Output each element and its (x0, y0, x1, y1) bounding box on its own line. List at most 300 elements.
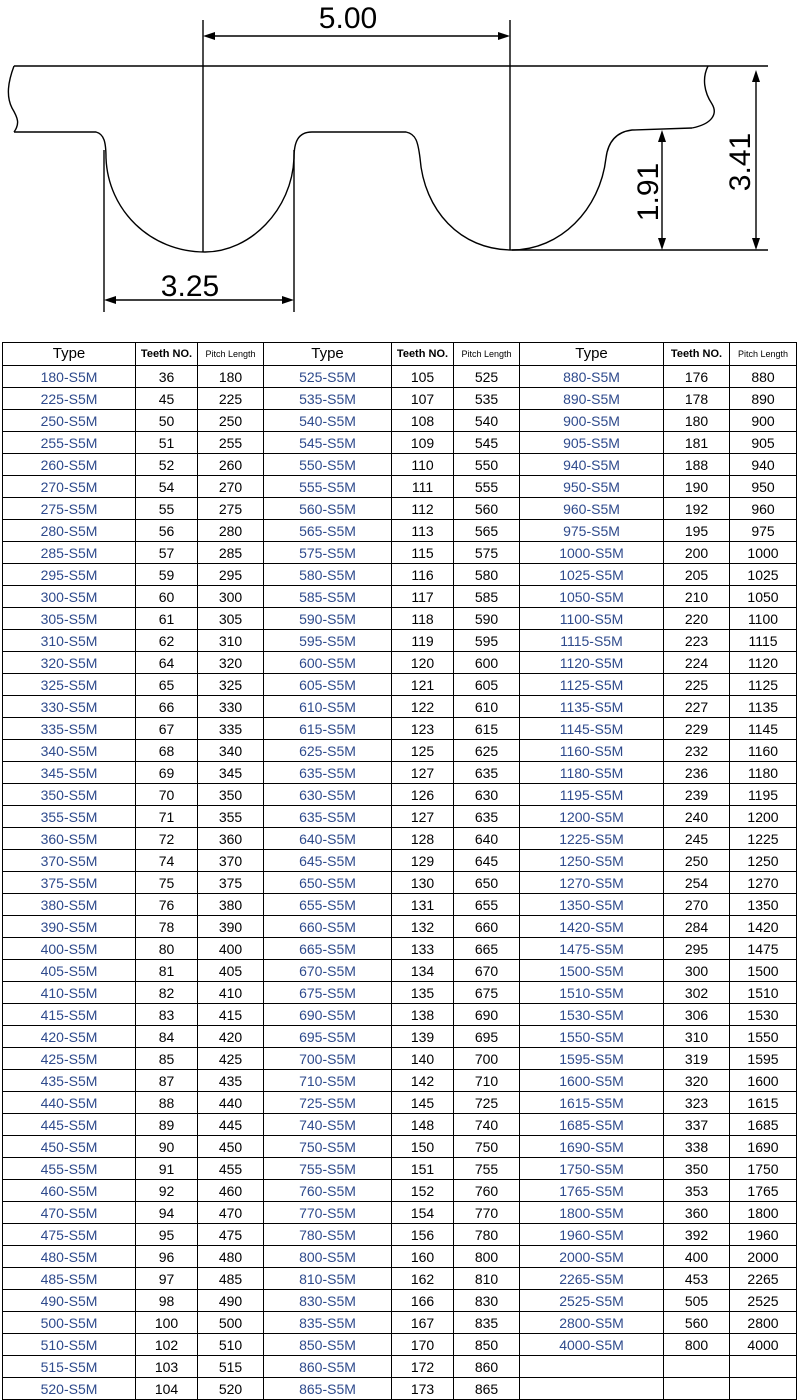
type-cell: 630-S5M (264, 784, 392, 806)
type-cell: 180-S5M (3, 366, 136, 388)
type-cell: 1160-S5M (520, 740, 664, 762)
pitch-length-cell: 690 (454, 1004, 520, 1026)
teeth-cell: 119 (392, 630, 454, 652)
type-cell: 350-S5M (3, 784, 136, 806)
pitch-length-cell: 400 (198, 938, 264, 960)
teeth-cell: 205 (664, 564, 730, 586)
pitch-length-cell: 540 (454, 410, 520, 432)
type-cell: 485-S5M (3, 1268, 136, 1290)
table-row (3, 1334, 797, 1356)
type-cell: 700-S5M (264, 1048, 392, 1070)
pitch-length-cell (730, 1378, 797, 1400)
pitch-length-cell: 405 (198, 960, 264, 982)
teeth-cell: 200 (664, 542, 730, 564)
type-cell: 330-S5M (3, 696, 136, 718)
type-cell: 1120-S5M (520, 652, 664, 674)
teeth-cell: 76 (136, 894, 198, 916)
table-row (3, 938, 797, 960)
pitch-length-cell: 650 (454, 872, 520, 894)
pitch-length-cell: 1530 (730, 1004, 797, 1026)
type-cell: 490-S5M (3, 1290, 136, 1312)
table-row (3, 960, 797, 982)
type-cell: 415-S5M (3, 1004, 136, 1026)
pitch-length-cell: 1250 (730, 850, 797, 872)
teeth-cell: 151 (392, 1158, 454, 1180)
teeth-cell: 150 (392, 1136, 454, 1158)
pitch-length-cell: 975 (730, 520, 797, 542)
teeth-cell: 142 (392, 1070, 454, 1092)
pitch-length-cell: 2000 (730, 1246, 797, 1268)
teeth-cell: 96 (136, 1246, 198, 1268)
type-cell: 280-S5M (3, 520, 136, 542)
pitch-length-cell: 415 (198, 1004, 264, 1026)
table-row (3, 1158, 797, 1180)
type-cell: 670-S5M (264, 960, 392, 982)
pitch-length-cell: 500 (198, 1312, 264, 1334)
type-cell: 525-S5M (264, 366, 392, 388)
pitch-length-cell: 725 (454, 1092, 520, 1114)
type-cell: 625-S5M (264, 740, 392, 762)
belt-profile-diagram (0, 0, 800, 330)
teeth-cell: 102 (136, 1334, 198, 1356)
teeth-cell: 60 (136, 586, 198, 608)
table-row (3, 894, 797, 916)
type-cell: 500-S5M (3, 1312, 136, 1334)
type-cell: 750-S5M (264, 1136, 392, 1158)
teeth-cell: 323 (664, 1092, 730, 1114)
type-cell: 1420-S5M (520, 916, 664, 938)
arrow-5-00-left (203, 32, 215, 40)
type-cell: 1125-S5M (520, 674, 664, 696)
teeth-cell: 121 (392, 674, 454, 696)
type-cell: 650-S5M (264, 872, 392, 894)
type-cell: 470-S5M (3, 1202, 136, 1224)
pitch-length-cell: 940 (730, 454, 797, 476)
type-cell: 425-S5M (3, 1048, 136, 1070)
teeth-cell: 133 (392, 938, 454, 960)
pitch-length-cell: 250 (198, 410, 264, 432)
teeth-cell: 138 (392, 1004, 454, 1026)
table-row (3, 872, 797, 894)
pitch-length-cell: 1200 (730, 806, 797, 828)
type-cell: 590-S5M (264, 608, 392, 630)
table-row (3, 1356, 797, 1378)
type-cell: 2525-S5M (520, 1290, 664, 1312)
teeth-cell: 132 (392, 916, 454, 938)
type-cell: 1350-S5M (520, 894, 664, 916)
pitch-length-cell: 625 (454, 740, 520, 762)
type-cell: 1135-S5M (520, 696, 664, 718)
pitch-length-cell: 295 (198, 564, 264, 586)
table-row (3, 1026, 797, 1048)
type-cell: 450-S5M (3, 1136, 136, 1158)
type-cell: 340-S5M (3, 740, 136, 762)
table-row (3, 982, 797, 1004)
table-row (3, 806, 797, 828)
table-row (3, 916, 797, 938)
table-row (3, 652, 797, 674)
teeth-cell: 89 (136, 1114, 198, 1136)
type-cell: 375-S5M (3, 872, 136, 894)
teeth-cell: 64 (136, 652, 198, 674)
teeth-cell: 71 (136, 806, 198, 828)
pitch-length-cell: 460 (198, 1180, 264, 1202)
pitch-length-cell: 440 (198, 1092, 264, 1114)
type-cell: 655-S5M (264, 894, 392, 916)
type-cell: 800-S5M (264, 1246, 392, 1268)
type-cell: 300-S5M (3, 586, 136, 608)
pitch-length-cell: 410 (198, 982, 264, 1004)
pitch-length-cell: 375 (198, 872, 264, 894)
teeth-cell: 229 (664, 718, 730, 740)
teeth-cell: 350 (664, 1158, 730, 1180)
pitch-length-cell: 1350 (730, 894, 797, 916)
header-type: Type (3, 343, 136, 366)
table-row (3, 1048, 797, 1070)
pitch-length-cell: 345 (198, 762, 264, 784)
type-cell: 270-S5M (3, 476, 136, 498)
teeth-cell: 295 (664, 938, 730, 960)
type-cell: 770-S5M (264, 1202, 392, 1224)
teeth-cell: 306 (664, 1004, 730, 1026)
header-pitch-length: Pitch Length (454, 343, 520, 366)
pitch-length-cell: 370 (198, 850, 264, 872)
pitch-length-cell: 310 (198, 630, 264, 652)
type-cell: 390-S5M (3, 916, 136, 938)
teeth-cell: 140 (392, 1048, 454, 1070)
pitch-length-cell: 1960 (730, 1224, 797, 1246)
type-cell: 635-S5M (264, 806, 392, 828)
header-teeth-no: Teeth NO. (392, 343, 454, 366)
teeth-cell: 51 (136, 432, 198, 454)
pitch-length-cell: 525 (454, 366, 520, 388)
belt-profile-svg (0, 0, 800, 330)
pitch-length-cell: 320 (198, 652, 264, 674)
type-cell: 410-S5M (3, 982, 136, 1004)
type-cell: 1115-S5M (520, 630, 664, 652)
teeth-cell: 160 (392, 1246, 454, 1268)
teeth-cell: 195 (664, 520, 730, 542)
teeth-cell: 100 (136, 1312, 198, 1334)
pitch-length-cell: 865 (454, 1378, 520, 1400)
table-row (3, 1180, 797, 1202)
table-row (3, 1004, 797, 1026)
pitch-length-cell: 325 (198, 674, 264, 696)
table-row (3, 1378, 797, 1400)
pitch-length-cell: 1135 (730, 696, 797, 718)
type-cell: 605-S5M (264, 674, 392, 696)
type-cell: 445-S5M (3, 1114, 136, 1136)
table-row (3, 608, 797, 630)
pitch-length-cell: 760 (454, 1180, 520, 1202)
pitch-length-cell: 615 (454, 718, 520, 740)
teeth-cell: 166 (392, 1290, 454, 1312)
type-cell: 4000-S5M (520, 1334, 664, 1356)
pitch-length-cell: 225 (198, 388, 264, 410)
belt-teeth-profile (14, 128, 692, 252)
teeth-cell: 232 (664, 740, 730, 762)
pitch-length-cell: 640 (454, 828, 520, 850)
teeth-cell: 66 (136, 696, 198, 718)
type-cell: 695-S5M (264, 1026, 392, 1048)
teeth-cell: 220 (664, 608, 730, 630)
type-cell: 940-S5M (520, 454, 664, 476)
teeth-cell: 173 (392, 1378, 454, 1400)
type-cell: 1270-S5M (520, 872, 664, 894)
teeth-cell: 400 (664, 1246, 730, 1268)
type-cell (520, 1378, 664, 1400)
pitch-length-cell: 1160 (730, 740, 797, 762)
pitch-length-cell: 710 (454, 1070, 520, 1092)
teeth-cell: 176 (664, 366, 730, 388)
pitch-length-cell: 470 (198, 1202, 264, 1224)
type-cell: 755-S5M (264, 1158, 392, 1180)
pitch-length-cell: 545 (454, 432, 520, 454)
type-cell: 355-S5M (3, 806, 136, 828)
type-cell: 510-S5M (3, 1334, 136, 1356)
type-cell: 440-S5M (3, 1092, 136, 1114)
pitch-length-cell: 630 (454, 784, 520, 806)
teeth-cell: 90 (136, 1136, 198, 1158)
pitch-length-cell: 810 (454, 1268, 520, 1290)
belt-left-break (8, 66, 17, 132)
type-cell: 325-S5M (3, 674, 136, 696)
teeth-cell: 310 (664, 1026, 730, 1048)
teeth-cell: 107 (392, 388, 454, 410)
table-row (3, 498, 797, 520)
type-cell: 960-S5M (520, 498, 664, 520)
teeth-cell: 162 (392, 1268, 454, 1290)
type-cell: 975-S5M (520, 520, 664, 542)
type-cell: 900-S5M (520, 410, 664, 432)
table-row (3, 1114, 797, 1136)
pitch-length-cell: 485 (198, 1268, 264, 1290)
pitch-length-cell: 285 (198, 542, 264, 564)
table-row (3, 520, 797, 542)
pitch-length-cell: 340 (198, 740, 264, 762)
teeth-cell: 127 (392, 806, 454, 828)
table-row (3, 696, 797, 718)
pitch-length-cell: 1765 (730, 1180, 797, 1202)
type-cell: 310-S5M (3, 630, 136, 652)
type-cell: 1600-S5M (520, 1070, 664, 1092)
pitch-length-cell: 665 (454, 938, 520, 960)
table-row (3, 410, 797, 432)
pitch-length-cell: 675 (454, 982, 520, 1004)
teeth-cell: 87 (136, 1070, 198, 1092)
teeth-cell: 178 (664, 388, 730, 410)
pitch-length-cell: 555 (454, 476, 520, 498)
table-row (3, 828, 797, 850)
pitch-length-cell: 960 (730, 498, 797, 520)
type-cell: 835-S5M (264, 1312, 392, 1334)
pitch-length-cell: 1750 (730, 1158, 797, 1180)
type-cell: 660-S5M (264, 916, 392, 938)
type-cell: 285-S5M (3, 542, 136, 564)
arrow-1-91-top (658, 130, 666, 142)
teeth-cell: 210 (664, 586, 730, 608)
teeth-cell: 245 (664, 828, 730, 850)
teeth-cell: 320 (664, 1070, 730, 1092)
teeth-cell: 130 (392, 872, 454, 894)
teeth-cell: 57 (136, 542, 198, 564)
type-cell: 515-S5M (3, 1356, 136, 1378)
pitch-length-cell: 420 (198, 1026, 264, 1048)
pitch-length-cell: 275 (198, 498, 264, 520)
teeth-cell: 74 (136, 850, 198, 872)
teeth-cell: 800 (664, 1334, 730, 1356)
pitch-length-cell: 435 (198, 1070, 264, 1092)
teeth-cell: 67 (136, 718, 198, 740)
table-row (3, 1246, 797, 1268)
teeth-cell: 135 (392, 982, 454, 1004)
teeth-cell: 250 (664, 850, 730, 872)
teeth-cell: 338 (664, 1136, 730, 1158)
type-cell: 1025-S5M (520, 564, 664, 586)
pitch-length-cell: 605 (454, 674, 520, 696)
teeth-cell: 81 (136, 960, 198, 982)
pitch-length-cell: 1595 (730, 1048, 797, 1070)
pitch-length-cell: 455 (198, 1158, 264, 1180)
table-row (3, 630, 797, 652)
type-cell: 455-S5M (3, 1158, 136, 1180)
table-row (3, 564, 797, 586)
pitch-length-cell: 350 (198, 784, 264, 806)
pitch-length-cell: 635 (454, 806, 520, 828)
pitch-length-cell: 475 (198, 1224, 264, 1246)
pitch-length-cell: 305 (198, 608, 264, 630)
teeth-cell: 98 (136, 1290, 198, 1312)
teeth-cell: 68 (136, 740, 198, 762)
teeth-cell: 69 (136, 762, 198, 784)
type-cell: 950-S5M (520, 476, 664, 498)
pitch-length-cell: 1685 (730, 1114, 797, 1136)
teeth-cell: 120 (392, 652, 454, 674)
teeth-cell: 188 (664, 454, 730, 476)
table-row (3, 1136, 797, 1158)
type-cell: 1765-S5M (520, 1180, 664, 1202)
type-cell: 635-S5M (264, 762, 392, 784)
type-cell: 675-S5M (264, 982, 392, 1004)
teeth-cell: 453 (664, 1268, 730, 1290)
table-row (3, 674, 797, 696)
arrow-3-25-right (282, 296, 294, 304)
dim-label-tooth-height: 1.91 (632, 162, 665, 222)
table-row (3, 784, 797, 806)
pitch-length-cell: 335 (198, 718, 264, 740)
pitch-length-cell: 1510 (730, 982, 797, 1004)
type-cell: 1685-S5M (520, 1114, 664, 1136)
type-cell: 585-S5M (264, 586, 392, 608)
teeth-cell: 284 (664, 916, 730, 938)
teeth-cell: 103 (136, 1356, 198, 1378)
table-row (3, 542, 797, 564)
arrow-3-25-left (104, 296, 116, 304)
teeth-cell: 126 (392, 784, 454, 806)
table-row (3, 388, 797, 410)
pitch-length-cell: 1125 (730, 674, 797, 696)
pitch-length-cell: 425 (198, 1048, 264, 1070)
teeth-cell: 172 (392, 1356, 454, 1378)
pitch-length-cell: 585 (454, 586, 520, 608)
teeth-cell: 170 (392, 1334, 454, 1356)
teeth-cell: 180 (664, 410, 730, 432)
pitch-length-cell: 880 (730, 366, 797, 388)
pitch-length-cell: 860 (454, 1356, 520, 1378)
teeth-cell: 125 (392, 740, 454, 762)
pitch-length-cell: 635 (454, 762, 520, 784)
teeth-cell: 154 (392, 1202, 454, 1224)
pitch-length-cell: 1420 (730, 916, 797, 938)
type-cell: 345-S5M (3, 762, 136, 784)
table-body (3, 366, 797, 1400)
pitch-length-cell: 770 (454, 1202, 520, 1224)
pitch-length-cell: 490 (198, 1290, 264, 1312)
teeth-cell: 128 (392, 828, 454, 850)
type-cell: 740-S5M (264, 1114, 392, 1136)
table-row (3, 432, 797, 454)
pitch-length-cell: 595 (454, 630, 520, 652)
table-row (3, 740, 797, 762)
table-row (3, 586, 797, 608)
type-cell: 405-S5M (3, 960, 136, 982)
pitch-length-cell: 380 (198, 894, 264, 916)
pitch-length-cell: 360 (198, 828, 264, 850)
pitch-length-cell: 610 (454, 696, 520, 718)
teeth-cell: 118 (392, 608, 454, 630)
teeth-cell: 108 (392, 410, 454, 432)
dim-label-pitch: 5.00 (318, 2, 378, 35)
pitch-length-cell: 300 (198, 586, 264, 608)
pitch-length-cell: 1500 (730, 960, 797, 982)
pitch-length-cell: 590 (454, 608, 520, 630)
pitch-length-cell: 1615 (730, 1092, 797, 1114)
teeth-cell (664, 1356, 730, 1378)
pitch-length-cell: 600 (454, 652, 520, 674)
pitch-length-cell: 565 (454, 520, 520, 542)
belt-spec-table (2, 342, 797, 1400)
type-cell: 320-S5M (3, 652, 136, 674)
pitch-length-cell: 660 (454, 916, 520, 938)
teeth-cell: 78 (136, 916, 198, 938)
type-cell: 1000-S5M (520, 542, 664, 564)
type-cell (520, 1356, 664, 1378)
type-cell: 640-S5M (264, 828, 392, 850)
type-cell: 540-S5M (264, 410, 392, 432)
teeth-cell: 82 (136, 982, 198, 1004)
type-cell: 865-S5M (264, 1378, 392, 1400)
pitch-length-cell: 1025 (730, 564, 797, 586)
pitch-length-cell: 1000 (730, 542, 797, 564)
type-cell: 370-S5M (3, 850, 136, 872)
type-cell: 780-S5M (264, 1224, 392, 1246)
pitch-length-cell: 180 (198, 366, 264, 388)
teeth-cell: 139 (392, 1026, 454, 1048)
type-cell: 1225-S5M (520, 828, 664, 850)
teeth-cell: 360 (664, 1202, 730, 1224)
pitch-length-cell: 2800 (730, 1312, 797, 1334)
table-row (3, 1202, 797, 1224)
pitch-length-cell: 780 (454, 1224, 520, 1246)
type-cell: 575-S5M (264, 542, 392, 564)
table-row (3, 762, 797, 784)
type-cell: 1180-S5M (520, 762, 664, 784)
pitch-length-cell: 1600 (730, 1070, 797, 1092)
type-cell: 1510-S5M (520, 982, 664, 1004)
type-cell: 665-S5M (264, 938, 392, 960)
teeth-cell: 123 (392, 718, 454, 740)
type-cell: 1750-S5M (520, 1158, 664, 1180)
